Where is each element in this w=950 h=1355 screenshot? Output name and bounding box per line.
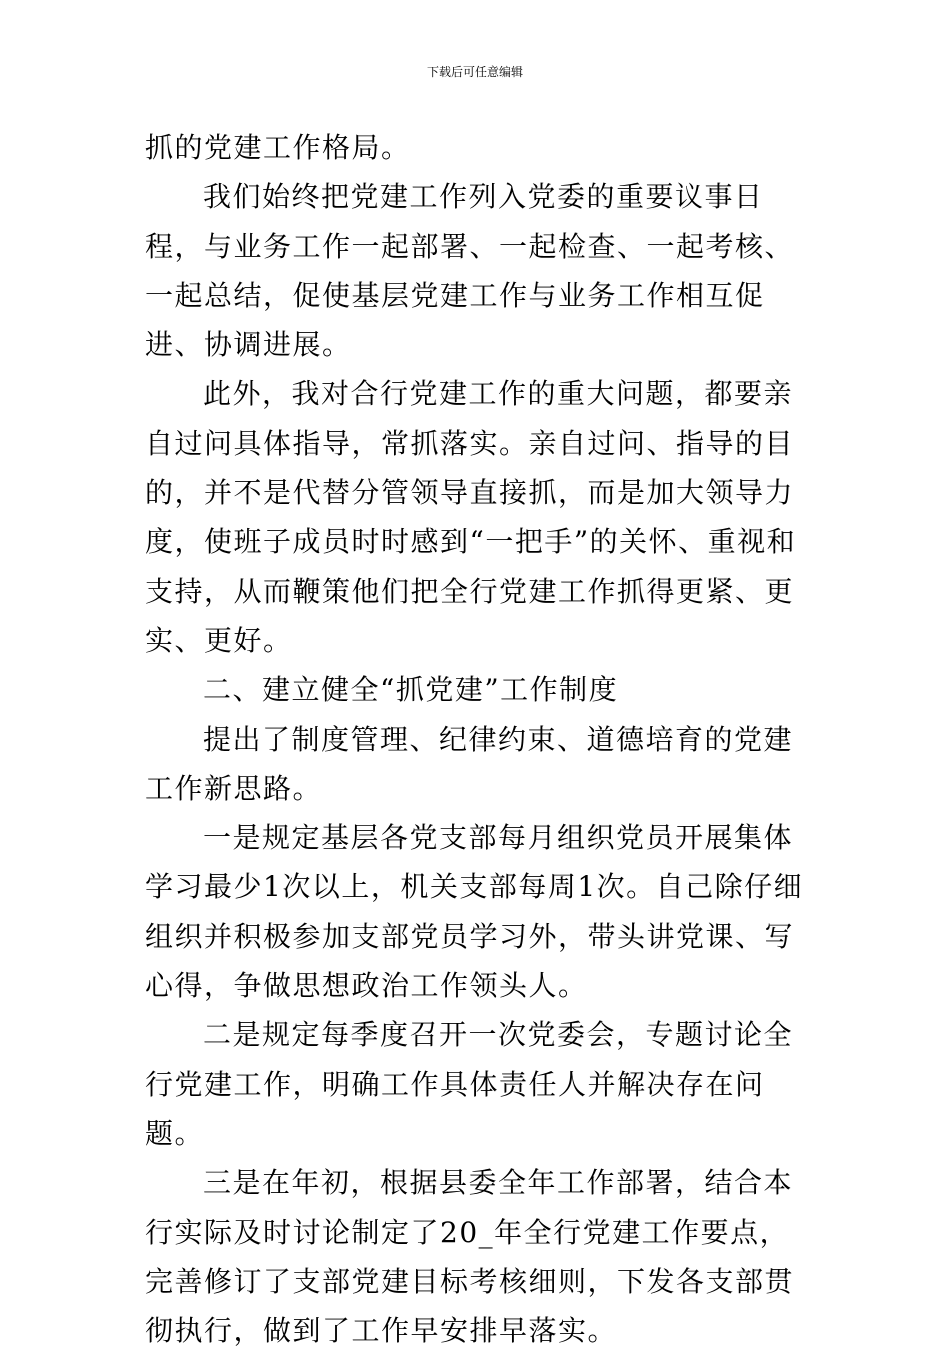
section-heading: 二、建立健全“抓党建”工作制度: [203, 673, 619, 707]
paragraph: 此外，我对合行党建工作的重大问题，都要亲自过问具体指导，常抓落实。亲自过问、指导的目的，并不是代替分管领导直接抓，而是加大领导力度，使班子成员时时感到“一把手”的关怀、重视和支持，从而鞭策他们把全行党建工作抓得更紧、更实、更好。: [145, 377, 797, 657]
document-body: [145, 123, 810, 1355]
paragraph: 二是规定每季度召开一次党委会，专题讨论全行党建工作，明确工作具体责任人并解决存在问题。: [145, 1018, 794, 1150]
page-header-note: 下载后可任意编辑: [426, 65, 523, 79]
paragraph: 一是规定基层各党支部每月组织党员开展集体学习最少1次以上，机关支部每周1次。自己除仔细组织并积极参加支部党员学习外，带头讲党课、写心得，争做思想政治工作领头人。: [145, 821, 804, 1003]
paragraph: 我们始终把党建工作列入党委的重要议事日程，与业务工作一起部署、一起检查、一起考核、一起总结，促使基层党建工作与业务工作相互促进、协调进展。: [145, 180, 795, 362]
paragraph: 三是在年初，根据县委全年工作部署，结合本行实际及时讨论制定了20_年全行党建工作要点，完善修订了支部党建目标考核细则，下发各支部贯彻执行，做到了工作早安排早落实。: [145, 1166, 795, 1348]
paragraph-continuation: 抓的党建工作格局。: [145, 131, 411, 164]
paragraph: 提出了制度管理、纪律约束、道德培育的党建工作新思路。: [145, 722, 794, 805]
